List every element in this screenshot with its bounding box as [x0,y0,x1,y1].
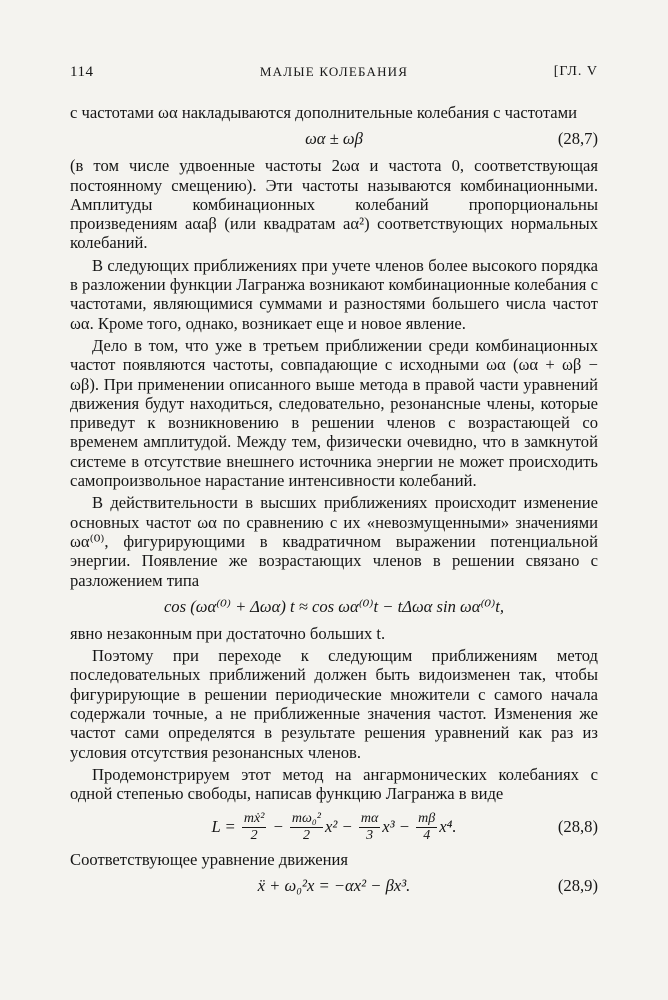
page-number: 114 [70,64,94,80]
equation-28-8 [70,810,598,844]
equation-28-8-number: (28,8) [557,816,598,836]
fraction-term-2: $\frac{\text{mω₀²}}{2}$ [291,811,321,844]
fraction-term-4: $\frac{m\beta}{4}$ [418,811,436,844]
equation-28-7 [70,128,598,150]
paragraph-1: с частотами ωα накладываются дополнительные колебания с частотами [70,103,578,122]
chapter-reference: [ГЛ. V [553,64,598,79]
paragraph-3: В следующих приближениях при учете членов более высокого порядка в разложении функции Лагранжа возникают комбинационные колебания с частотами, являющимися суммами и разностями большего числа частот ωα. Кроме того, однако, возникает еще и новое явление. [70,255,598,333]
paragraph-8: Продемонстрируем этот метод на ангармонических колебаниях с одной степенью свободы, написав функцию Лагранжа в виде [70,764,598,804]
page-body [70,103,598,903]
equation-28-9-formula: ẍ + ω₀²x = −αx² − βx³. [257,875,411,895]
fraction-term-1: $\frac{\text{mẋ²}}{2}$ [243,811,265,844]
equation-28-7-formula: ωα ± ωβ [305,129,363,149]
paragraph-6: явно незаконным при достаточно больших t. [70,623,386,643]
fraction-term-3: $\frac{m\alpha}{3}$ [360,811,379,844]
paragraph-4: Дело в том, что уже в третьем приближении среди комбинационных частот появляются частоты, совпадающие с исходными ωα (ωα + ωβ − ωβ). При применении описанного выше метода в правой части уравнений движения будут находиться, следовательно, резонансные члены, которые приведут к возникновению в решении членов с возрастающей со временем амплитудой. Между тем, физически очевидно, что в замкнутой системе в отсутствие внешнего источника энергии не может происходить самопроизвольное нарастание интенсивности колебаний. [70,335,598,491]
equation-cos-expansion [70,596,598,618]
equation-28-9-number: (28,9) [557,875,598,895]
paragraph-7: Поэтому при переходе к следующим приближениям метод последовательных приближений должен быть видоизменен так, чтобы фигурирующие в решении периодические множители с самого начала содержали точные, а не приближенные значения частот. Изменения же частот сами определятся в результате решения уравнений как раз из условия отсутствия резонансных членов. [70,646,598,762]
equation-28-9 [70,875,598,897]
paragraph-9: Соответствующее уравнение движения [70,849,348,869]
lagrangian-lhs: L = [211,816,236,836]
page-header [70,64,598,88]
equation-28-7-number: (28,7) [557,129,598,149]
equation-28-8-formula: L = $\frac{\text{mẋ²}}{2}$ − $\frac{\text{mω₀²}}{2}$ x² − $\frac{m\alpha}{3}$ x³ − $\frac{m\beta}{4}$ x⁴. [211,811,457,844]
paragraph-5: В действительности в высших приближениях происходит изменение основных частот ωα по сравнению с их «невозмущенными» значениями ωα⁽⁰⁾, фигурирующими в квадратичном выражении потенциальной энергии. Появление же возрастающих членов в решении связано с разложением типа [70,493,598,590]
equation-cos-formula: cos (ωα⁽⁰⁾ + Δωα) t ≈ cos ωα⁽⁰⁾t − tΔωα sin ωα⁽⁰⁾t, [163,596,505,616]
paragraph-2: (в том числе удвоенные частоты 2ωα и частота 0, соответствующая постоянному смещению). Эти частоты называются комбинационными. Амплитуды комбинационных колебаний пропорциональны произведениям aαaβ (или квадратам aα²) соответствующих нормальных колебаний. [70,156,598,253]
running-title: МАЛЫЕ КОЛЕБАНИЯ [259,64,409,79]
